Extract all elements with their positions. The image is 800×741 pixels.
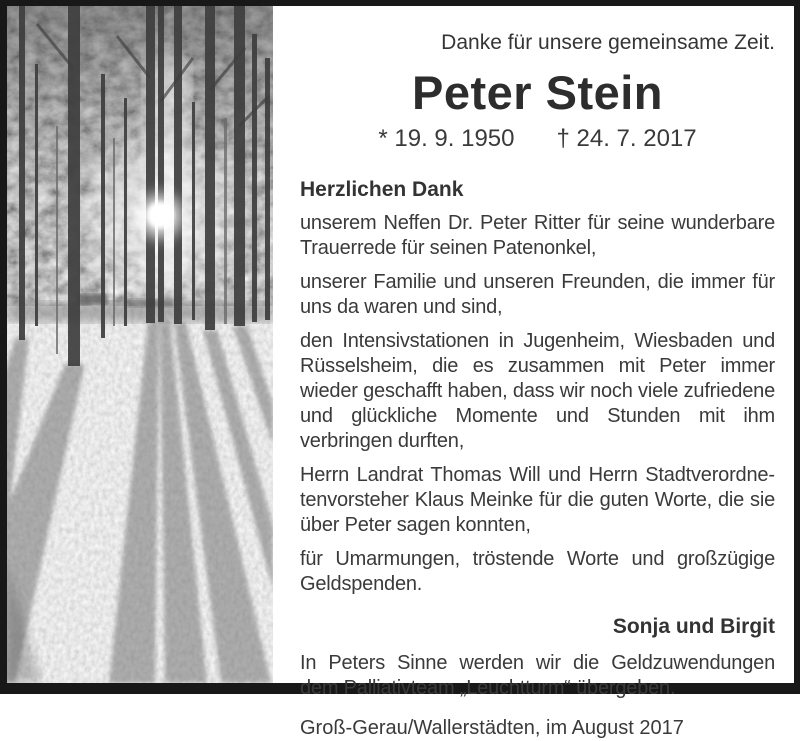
- thanks-paragraph-2: unserer Familie und unseren Freunden, die immer für uns da waren und sind,: [300, 271, 775, 318]
- donation-note: In Peters Sinne werden wir die Geldzuwendungen dem Palliativteam „Leuchtturm“ übergeben.: [300, 652, 775, 699]
- death-date: † 24. 7. 2017: [556, 125, 697, 152]
- notice-content: [300, 6, 775, 739]
- intro-line: Danke für unsere gemeinsame Zeit.: [441, 31, 775, 54]
- thanks-heading: Herzlichen Dank: [300, 178, 464, 201]
- life-dates: [300, 126, 775, 151]
- thanks-paragraph-5: für Umarmungen, tröstende Worte und großzügige Geldspenden.: [300, 548, 775, 595]
- deceased-name: Peter Stein: [411, 66, 664, 119]
- sunlit-park-photo: [7, 6, 273, 683]
- place-date: Groß-Gerau/Wallerstädten, im August 2017: [300, 717, 684, 739]
- thanks-paragraph-1: unserem Neffen Dr. Peter Ritter für seine wunderbare Trauerrede für seinen Patenonkel,: [300, 212, 775, 259]
- obituary-notice: [7, 6, 794, 739]
- thanks-paragraph-4: Herrn Landrat Thomas Will und Herrn Stadtverordnetenvorsteher Klaus Meinke für die guten Worte, die sie über Peter sagen konnten,: [300, 464, 775, 536]
- birth-date: * 19. 9. 1950: [378, 125, 515, 152]
- thanks-paragraph-3: den Intensivstationen in Jugenheim, Wiesbaden und Rüsselsheim, die es zusammen mit Peter immer wieder geschafft haben, dass wir noch viele zufriedene und glückliche Momente und Stunden mit ihm verbringen durften,: [300, 330, 775, 452]
- sun-core: [147, 202, 173, 228]
- signature: Sonja und Birgit: [612, 615, 775, 638]
